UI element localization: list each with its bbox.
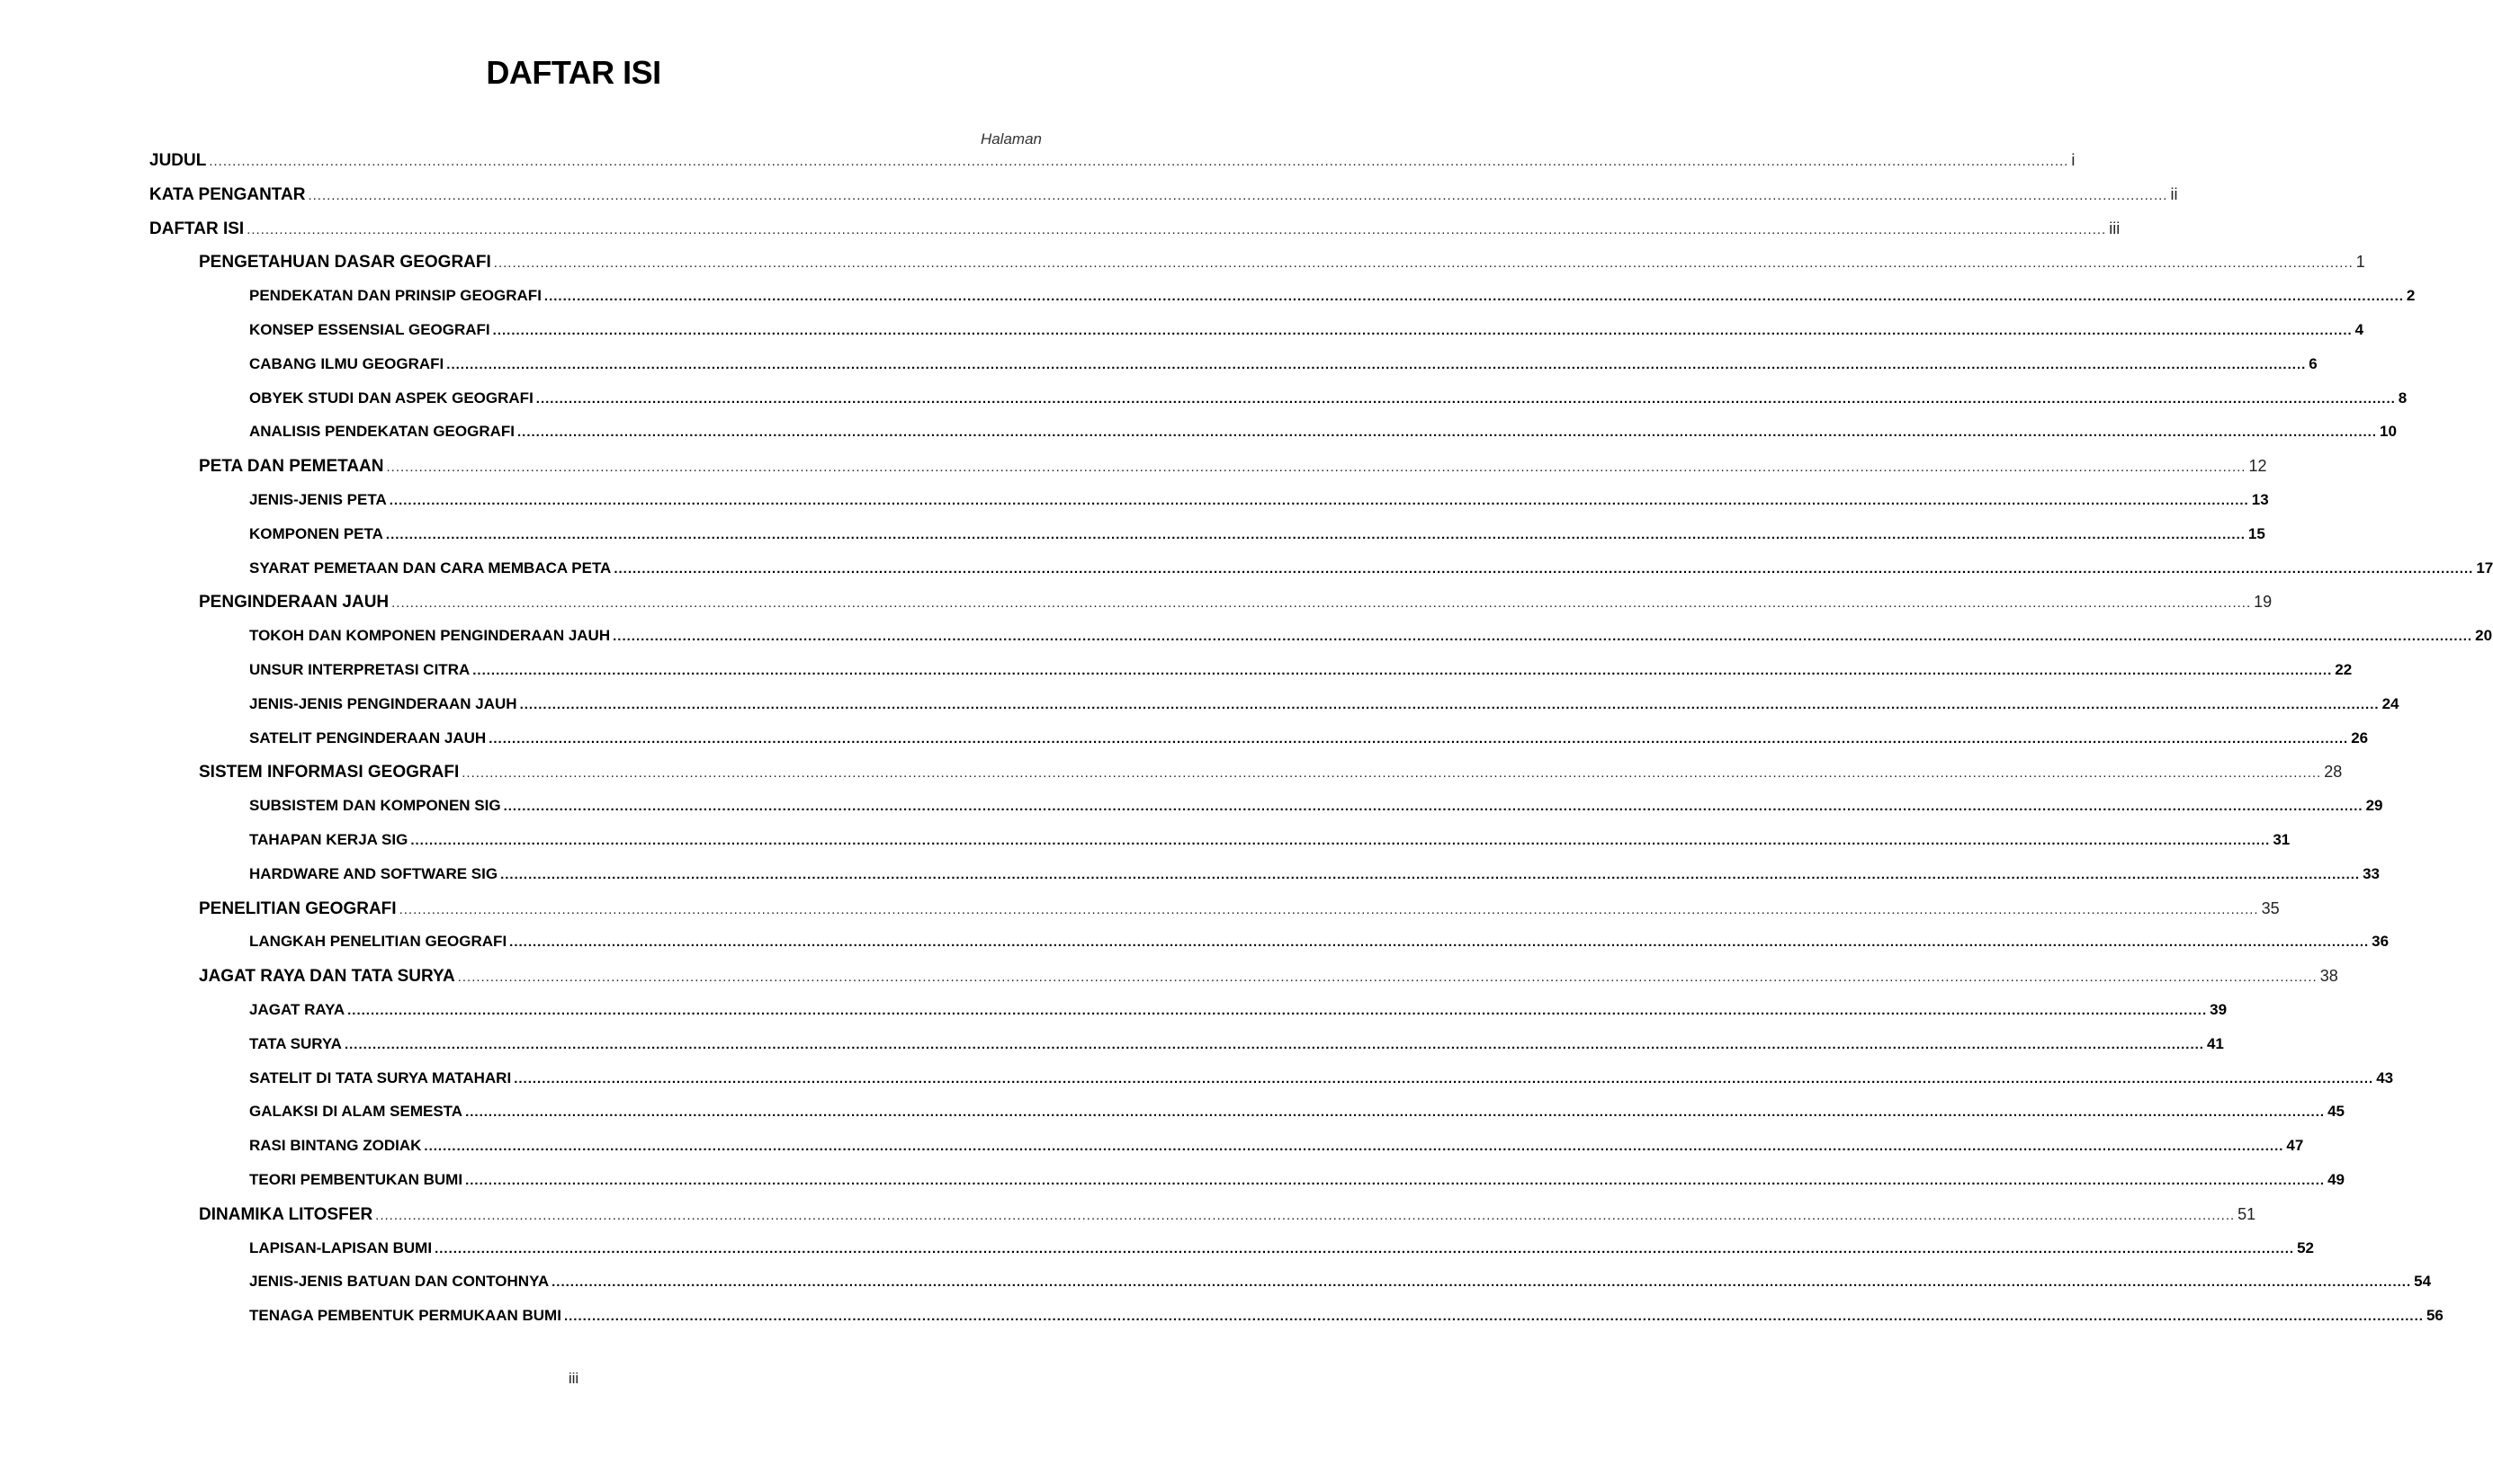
toc-entry[interactable]	[249, 831, 2291, 856]
toc-entry-title: LAPISAN-LAPISAN BUMI	[249, 1239, 433, 1256]
toc-entry-page: 54	[2414, 1273, 2432, 1290]
toc-dot-leader: ................................................................................................................................................................................................................................................................................................................................................................................................................	[457, 970, 2318, 985]
toc-entry-page: 31	[2273, 831, 2291, 848]
toc-entry-page: 51	[2237, 1205, 2256, 1223]
toc-entry[interactable]	[249, 559, 2493, 585]
toc-dot-leader: ................................................................................................................................................................................................................................................................................................................................................................................................................	[247, 222, 2107, 237]
toc-entry-page: 13	[2251, 491, 2269, 508]
page-column-label: Halaman	[980, 130, 1042, 148]
toc-entry-page: 12	[2248, 457, 2267, 475]
toc-entry-page: 8	[2398, 389, 2408, 407]
toc-dot-leader: ................................................................................................................................................................................................................................................................................................................................................................................................................	[399, 902, 2259, 917]
toc-entry-page: 2	[2406, 287, 2416, 304]
toc-entry[interactable]	[249, 1171, 2345, 1196]
toc-entry-page: 29	[2365, 797, 2383, 814]
toc-dot-leader: ................................................................................................................................................................................................................................................................................................................................................................................................................	[489, 731, 2349, 746]
toc-entry[interactable]	[249, 1273, 2432, 1298]
toc-dot-leader: ................................................................................................................................................................................................................................................................................................................................................................................................................	[543, 289, 2404, 304]
toc-entry[interactable]	[199, 457, 2267, 482]
toc-entry-title: PENGETAHUAN DASAR GEOGRAFI	[199, 253, 491, 272]
toc-entry[interactable]	[249, 525, 2265, 550]
toc-dot-leader: ................................................................................................................................................................................................................................................................................................................................................................................................................	[503, 799, 2363, 814]
toc-entry[interactable]	[249, 491, 2269, 516]
toc-entry-page: 36	[2372, 933, 2390, 950]
toc-entry[interactable]	[249, 1103, 2345, 1128]
toc-entry-page: 39	[2210, 1001, 2228, 1018]
toc-dot-leader: ................................................................................................................................................................................................................................................................................................................................................................................................................	[519, 697, 2380, 712]
toc-entry[interactable]	[249, 865, 2381, 890]
toc-dot-leader: ................................................................................................................................................................................................................................................................................................................................................................................................................	[613, 629, 2473, 644]
toc-dot-leader: ................................................................................................................................................................................................................................................................................................................................................................................................................	[509, 934, 2370, 950]
toc-entry[interactable]	[149, 151, 2076, 176]
toc-entry-title: TENAGA PEMBENTUK PERMUKAAN BUMI	[249, 1307, 561, 1324]
toc-entry-title: OBYEK STUDI DAN ASPEK GEOGRAFI	[249, 389, 534, 407]
toc-entry[interactable]	[199, 763, 2343, 788]
toc-dot-leader: ................................................................................................................................................................................................................................................................................................................................................................................................................	[462, 765, 2322, 781]
toc-entry-title: KOMPONEN PETA	[249, 525, 383, 542]
toc-entry-title: DAFTAR ISI	[149, 219, 245, 238]
toc-entry[interactable]	[149, 219, 2121, 245]
toc-entry-title: KATA PENGANTAR	[149, 185, 306, 204]
toc-dot-leader: ................................................................................................................................................................................................................................................................................................................................................................................................................	[493, 255, 2354, 271]
toc-entry[interactable]	[249, 321, 2364, 346]
toc-entry-title: JENIS-JENIS PENGINDERAAN JAUH	[249, 695, 517, 712]
toc-entry-title: PENGINDERAAN JAUH	[199, 593, 390, 612]
toc-entry-title: DINAMIKA LITOSFER	[199, 1205, 373, 1224]
toc-entry-page: 10	[2380, 423, 2397, 440]
toc-dot-leader: ................................................................................................................................................................................................................................................................................................................................................................................................................	[465, 1104, 2326, 1120]
toc-entry[interactable]	[249, 729, 2369, 755]
toc-entry-title: SATELIT DI TATA SURYA MATAHARI	[249, 1069, 512, 1086]
footer-page-number: iii	[568, 1370, 579, 1387]
toc-entry[interactable]	[249, 1137, 2304, 1162]
toc-dot-leader: ................................................................................................................................................................................................................................................................................................................................................................................................................	[517, 425, 2377, 440]
toc-entry-title: TAHAPAN KERJA SIG	[249, 831, 408, 848]
toc-entry-page: 33	[2363, 865, 2381, 882]
toc-dot-leader: ................................................................................................................................................................................................................................................................................................................................................................................................................	[535, 391, 2396, 407]
toc-dot-leader: ................................................................................................................................................................................................................................................................................................................................................................................................................	[614, 561, 2474, 577]
toc-dot-leader: ................................................................................................................................................................................................................................................................................................................................................................................................................	[209, 154, 2069, 169]
toc-entry-title: RASI BINTANG ZODIAK	[249, 1137, 422, 1154]
page-title: DAFTAR ISI	[486, 54, 661, 91]
toc-entry-title: TATA SURYA	[249, 1035, 342, 1052]
toc-entry-page: ii	[2170, 185, 2178, 203]
toc-entry-page: 17	[2476, 559, 2493, 577]
toc-entry-page: 24	[2381, 695, 2399, 712]
toc-dot-leader: ................................................................................................................................................................................................................................................................................................................................................................................................................	[344, 1037, 2204, 1052]
toc-entry[interactable]	[249, 1239, 2314, 1265]
toc-entry-page: 6	[2309, 355, 2318, 372]
toc-entry-title: CABANG ILMU GEOGRAFI	[249, 355, 444, 372]
toc-entry-page: 49	[2327, 1171, 2345, 1188]
toc-entry-title: JAGAT RAYA DAN TATA SURYA	[199, 967, 455, 986]
toc-entry-title: SYARAT PEMETAAN DAN CARA MEMBACA PETA	[249, 559, 612, 577]
toc-entry-title: KONSEP ESSENSIAL GEOGRAFI	[249, 321, 490, 338]
toc-entry[interactable]	[199, 899, 2280, 925]
toc-entry-title: JENIS-JENIS BATUAN DAN CONTOHNYA	[249, 1273, 550, 1290]
toc-entry-title: PENELITIAN GEOGRAFI	[199, 899, 397, 918]
toc-entry-title: HARDWARE AND SOFTWARE SIG	[249, 865, 498, 882]
toc-entry[interactable]	[149, 185, 2178, 210]
toc-entry-title: TOKOH DAN KOMPONEN PENGINDERAAN JAUH	[249, 627, 611, 644]
toc-entry-title: GALAKSI DI ALAM SEMESTA	[249, 1103, 463, 1120]
toc-entry-title: LANGKAH PENELITIAN GEOGRAFI	[249, 933, 507, 950]
toc-dot-leader: ................................................................................................................................................................................................................................................................................................................................................................................................................	[446, 357, 2307, 372]
toc-dot-leader: ................................................................................................................................................................................................................................................................................................................................................................................................................	[435, 1241, 2295, 1256]
toc-entry-page: 52	[2297, 1239, 2314, 1256]
toc-entry-page: 19	[2254, 593, 2273, 611]
toc-dot-leader: ................................................................................................................................................................................................................................................................................................................................................................................................................	[391, 595, 2252, 611]
toc-entry-page: 22	[2335, 661, 2353, 678]
toc-entry[interactable]	[199, 253, 2365, 278]
toc-entry-page: 26	[2351, 729, 2369, 746]
toc-entry[interactable]	[249, 287, 2416, 312]
toc-entry-page: 1	[2355, 253, 2365, 271]
toc-entry-title: JUDUL	[149, 151, 207, 170]
toc-entry-page: 45	[2327, 1103, 2345, 1120]
toc-dot-leader: ................................................................................................................................................................................................................................................................................................................................................................................................................	[465, 1173, 2326, 1188]
toc-entry[interactable]	[249, 1307, 2444, 1332]
toc-dot-leader: ................................................................................................................................................................................................................................................................................................................................................................................................................	[385, 527, 2246, 542]
toc-entry-page: i	[2071, 151, 2076, 169]
toc-entry-page: 38	[2319, 967, 2338, 985]
toc-entry-title: ANALISIS PENDEKATAN GEOGRAFI	[249, 423, 515, 440]
toc-dot-leader: ................................................................................................................................................................................................................................................................................................................................................................................................................	[386, 460, 2246, 475]
toc-entry[interactable]	[249, 627, 2493, 652]
toc-dot-leader: ................................................................................................................................................................................................................................................................................................................................................................................................................	[389, 493, 2249, 508]
toc-entry-title: SUBSISTEM DAN KOMPONEN SIG	[249, 797, 501, 814]
toc-entry-page: 28	[2324, 763, 2343, 781]
toc-dot-leader: ................................................................................................................................................................................................................................................................................................................................................................................................................	[375, 1208, 2236, 1223]
toc-entry[interactable]	[249, 389, 2408, 415]
toc-entry-page: 47	[2286, 1137, 2304, 1154]
toc-dot-leader: ................................................................................................................................................................................................................................................................................................................................................................................................................	[347, 1003, 2208, 1018]
toc-dot-leader: ................................................................................................................................................................................................................................................................................................................................................................................................................	[308, 188, 2168, 203]
toc-entry-page: 20	[2475, 627, 2493, 644]
toc-entry[interactable]	[249, 933, 2390, 958]
toc-entry[interactable]	[249, 1069, 2394, 1095]
toc-dot-leader: ................................................................................................................................................................................................................................................................................................................................................................................................................	[410, 833, 2271, 848]
toc-entry-page: 15	[2247, 525, 2265, 542]
toc-entry-page: iii	[2109, 219, 2121, 237]
toc-entry-page: 35	[2261, 899, 2280, 917]
toc-dot-leader: ................................................................................................................................................................................................................................................................................................................................................................................................................	[552, 1274, 2412, 1290]
toc-entry[interactable]	[249, 695, 2399, 720]
toc-entry-page: 43	[2376, 1069, 2394, 1086]
toc-entry-title: PETA DAN PEMETAAN	[199, 457, 384, 476]
toc-dot-leader: ................................................................................................................................................................................................................................................................................................................................................................................................................	[563, 1309, 2424, 1324]
toc-entry-page: 41	[2206, 1035, 2224, 1052]
toc-entry[interactable]	[199, 593, 2273, 618]
toc-dot-leader: ................................................................................................................................................................................................................................................................................................................................................................................................................	[500, 867, 2361, 882]
toc-entry-title: SISTEM INFORMASI GEOGRAFI	[199, 763, 460, 782]
toc-entry-title: JENIS-JENIS PETA	[249, 491, 387, 508]
toc-entry[interactable]	[199, 1205, 2256, 1230]
toc-entry-title: SATELIT PENGINDERAAN JAUH	[249, 729, 487, 746]
toc-entry[interactable]	[249, 797, 2383, 822]
toc-entry-title: UNSUR INTERPRETASI CITRA	[249, 661, 471, 678]
toc-dot-leader: ................................................................................................................................................................................................................................................................................................................................................................................................................	[514, 1071, 2374, 1086]
toc-dot-leader: ................................................................................................................................................................................................................................................................................................................................................................................................................	[492, 323, 2353, 338]
toc-entry-title: TEORI PEMBENTUKAN BUMI	[249, 1171, 463, 1188]
toc-entry[interactable]	[249, 423, 2397, 448]
toc-entry[interactable]	[249, 1035, 2224, 1060]
toc-dot-leader: ................................................................................................................................................................................................................................................................................................................................................................................................................	[472, 663, 2333, 678]
toc-entry[interactable]	[249, 1001, 2228, 1026]
toc-entry-page: 4	[2354, 321, 2364, 338]
toc-entry[interactable]	[249, 355, 2318, 380]
toc-dot-leader: ................................................................................................................................................................................................................................................................................................................................................................................................................	[424, 1139, 2284, 1154]
toc-entry[interactable]	[199, 967, 2338, 992]
toc-entry[interactable]	[249, 661, 2353, 686]
toc-entry-title: PENDEKATAN DAN PRINSIP GEOGRAFI	[249, 287, 542, 304]
toc-entry-title: JAGAT RAYA	[249, 1001, 345, 1018]
toc-entry-page: 56	[2426, 1307, 2444, 1324]
